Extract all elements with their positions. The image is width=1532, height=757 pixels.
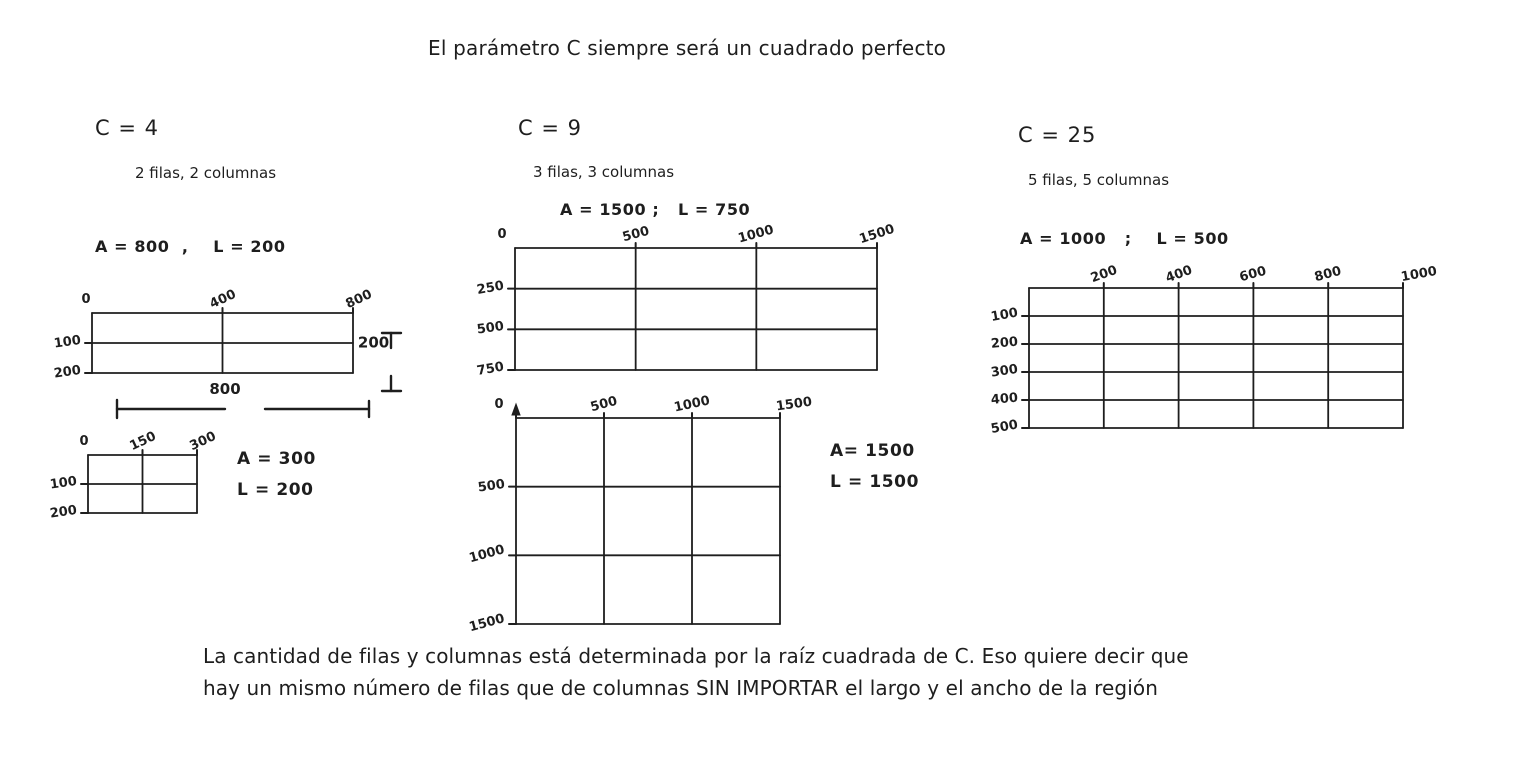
- tick-label: 400: [1163, 262, 1194, 287]
- formula-c4: A = 800 , L = 200: [95, 237, 286, 256]
- tick-label: 1500: [775, 394, 813, 415]
- heading-c25: C = 25: [1018, 123, 1097, 147]
- tick-label: 1000: [672, 393, 712, 416]
- heading-c4: C = 4: [95, 116, 159, 140]
- grid-c4-main: [52, 286, 375, 382]
- small-grid-length-label: L = 200: [237, 480, 314, 500]
- tick-label: 0: [494, 397, 504, 412]
- grid-c25: [989, 262, 1439, 437]
- tick-label: 100: [52, 332, 82, 352]
- tick-label: 200: [1088, 262, 1120, 287]
- tick-label: 300: [989, 361, 1019, 381]
- subtitle-c9: 3 filas, 3 columnas: [533, 163, 675, 181]
- tick-label: 200: [48, 502, 78, 522]
- tick-label: 1500: [857, 221, 897, 248]
- footer-line-2: hay un mismo número de filas que de columnas SIN IMPORTAR el largo y el ancho de la región: [203, 676, 1158, 700]
- formula-c9: A = 1500 ; L = 750: [560, 200, 751, 219]
- tick-label: 1000: [1399, 263, 1439, 286]
- grid-c4-small-lines: [78, 439, 207, 521]
- tick-label: 100: [989, 305, 1020, 325]
- tick-label: 1000: [736, 222, 776, 247]
- tick-label: 1000: [467, 542, 507, 567]
- width-dimension-label: 800: [209, 380, 241, 398]
- tick-label: 500: [475, 319, 505, 338]
- tick-label: 400: [990, 390, 1019, 408]
- tick-label: 750: [475, 359, 506, 379]
- grid-c9-top-lines: [505, 232, 887, 378]
- tick-label: 400: [207, 286, 238, 313]
- tick-label: 200: [52, 362, 82, 382]
- heading-c9: C = 9: [518, 116, 582, 140]
- width-bracket-lines: [115, 398, 373, 420]
- tick-label: 1500: [467, 611, 507, 636]
- tick-label: 0: [497, 227, 507, 242]
- footer-line-1: La cantidad de filas y columnas está determinada por la raíz cuadrada de C. Eso quiere decir que: [203, 644, 1189, 668]
- subtitle-c4: 2 filas, 2 columnas: [135, 164, 277, 182]
- page-title: El parámetro C siempre será un cuadrado perfecto: [428, 36, 947, 60]
- c9-side-length-label: L = 1500: [830, 472, 920, 492]
- tick-label: 500: [588, 393, 620, 416]
- grid-c4-main-lines: [82, 297, 363, 381]
- c9-side-area-label: A= 1500: [830, 441, 915, 461]
- small-grid-area-label: A = 300: [237, 449, 316, 469]
- grid-c9-top: [475, 221, 897, 379]
- tick-label: 800: [1313, 263, 1344, 286]
- formula-c25: A = 1000 ; L = 500: [1020, 229, 1229, 248]
- tick-label: 0: [79, 434, 89, 449]
- tick-label: 200: [990, 334, 1019, 352]
- tick-label: 100: [48, 473, 78, 493]
- tick-label: 250: [475, 278, 506, 298]
- tick-label: 300: [187, 428, 219, 455]
- grid-c4-small: [48, 428, 219, 522]
- height-dimension-label: 200: [357, 333, 390, 352]
- tick-label: 600: [1238, 263, 1269, 286]
- tick-label: 500: [476, 476, 506, 496]
- grid-c25-lines: [1019, 272, 1413, 436]
- tick-label: 150: [127, 428, 158, 455]
- tick-label: 0: [81, 292, 91, 307]
- grid-c9-bottom: [467, 393, 813, 636]
- subtitle-c25: 5 filas, 5 columnas: [1028, 171, 1170, 189]
- grid-c9-bottom-lines: [506, 402, 790, 632]
- tick-label: 500: [620, 223, 651, 246]
- tick-label: 800: [343, 286, 375, 313]
- tick-label: 500: [989, 417, 1020, 437]
